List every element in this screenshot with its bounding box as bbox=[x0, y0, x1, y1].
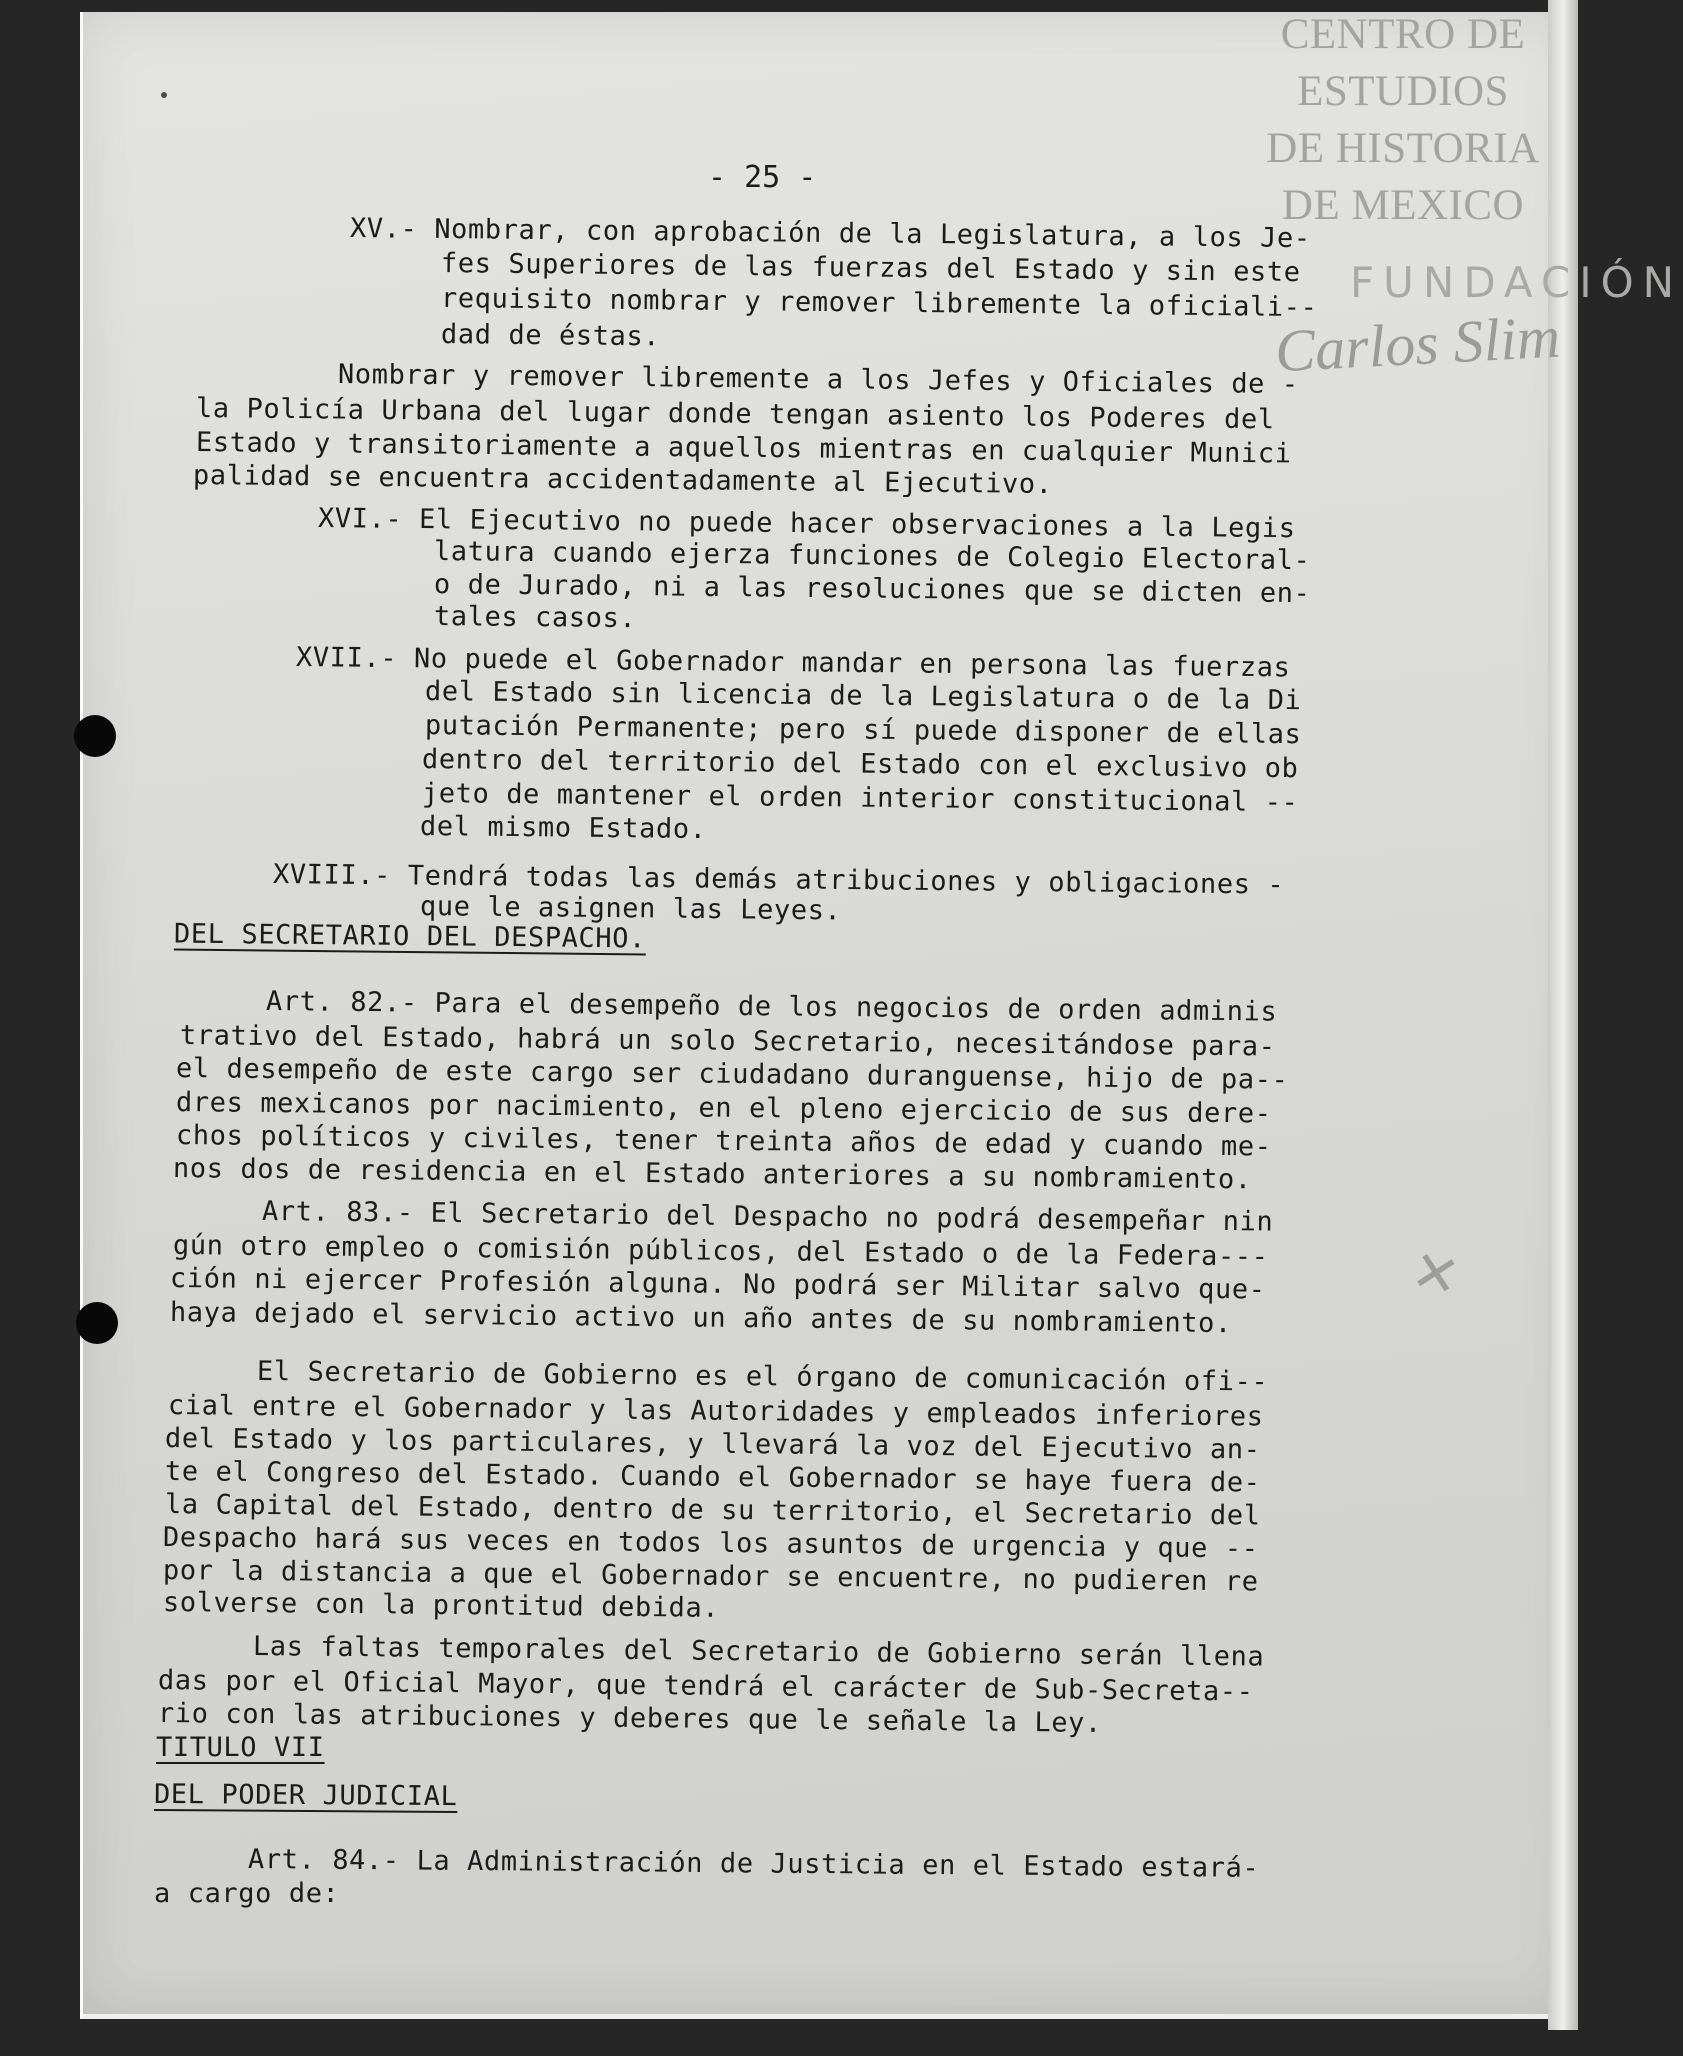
text-line: chos políticos y civiles, tener treinta años de edad y cuando me- bbox=[175, 1120, 1272, 1163]
watermark-line: ESTUDIOS bbox=[1297, 68, 1509, 115]
text-line: dres mexicanos por nacimiento, en el pleno ejercicio de sus dere- bbox=[175, 1087, 1272, 1130]
text-line: la Policía Urbana del lugar donde tengan asiento los Poderes del bbox=[195, 393, 1275, 436]
text-line: Despacho hará sus veces en todos los asuntos de urgencia y que -- bbox=[162, 1522, 1259, 1565]
text-line: Art. 84.- La Administración de Justicia en el Estado estará- bbox=[247, 1844, 1260, 1884]
text-line: del mismo Estado. bbox=[419, 811, 707, 845]
text-line: XVI.- El Ejecutivo no puede hacer observaciones a la Legis bbox=[317, 503, 1296, 545]
text-line: Las faltas temporales del Secretario de Gobierno serán llena bbox=[252, 1631, 1265, 1673]
text-line: nos dos de residencia en el Estado anteriores a su nombramiento. bbox=[172, 1153, 1252, 1196]
text-line: por la distancia a que el Gobernador se encuentre, no pudieren re bbox=[162, 1555, 1259, 1598]
text-line: del Estado y los particulares, y llevará la voz del Ejecutivo an- bbox=[164, 1423, 1261, 1466]
section-heading: DEL SECRETARIO DEL DESPACHO. bbox=[173, 918, 647, 955]
watermark-signature: Carlos Slim bbox=[1273, 303, 1562, 385]
text-line: XVII.- No puede el Gobernador mandar en persona las fuerzas bbox=[295, 642, 1291, 684]
text-line: fes Superiores de las fuerzas del Estado y sin este bbox=[440, 248, 1301, 289]
text-line: XV.- Nombrar, con aprobación de la Legislatura, a los Je- bbox=[349, 213, 1311, 255]
text-line: trativo del Estado, habrá un solo Secretario, necesitándose para- bbox=[179, 1020, 1276, 1063]
text-line: el desempeño de este cargo ser ciudadano duranguense, hijo de pa-- bbox=[175, 1053, 1289, 1096]
watermark-line: DE HISTORIA bbox=[1266, 125, 1540, 172]
text-line: XVIII.- Tendrá todas las demás atribuciones y obligaciones - bbox=[272, 859, 1285, 901]
text-line: del Estado sin licencia de la Legislatura o de la Di bbox=[424, 676, 1302, 717]
text-line: tales casos. bbox=[433, 601, 637, 635]
section-heading: DEL PODER JUDICIAL bbox=[153, 1778, 458, 1813]
text-line: a cargo de: bbox=[154, 1878, 340, 1909]
text-line: putación Permanente; pero sí puede disponer de ellas bbox=[424, 710, 1302, 751]
watermark-line: CENTRO DE bbox=[1280, 11, 1526, 58]
watermark-foundation: FUNDACIÓN bbox=[1350, 258, 1683, 307]
page-number: - 25 - bbox=[708, 160, 817, 195]
watermark-institution bbox=[1238, 6, 1568, 234]
text-line: palidad se encuentra accidentadamente al Ejecutivo. bbox=[192, 460, 1053, 501]
text-line: gún otro empleo o comisión públicos, del Estado o de la Federa--- bbox=[172, 1230, 1269, 1273]
punch-hole-upper bbox=[74, 715, 116, 757]
punch-hole-lower bbox=[76, 1302, 118, 1344]
pencil-x-mark: ✕ bbox=[1405, 1237, 1466, 1312]
text-line: rio con las atribuciones y deberes que le señale la Ley. bbox=[157, 1698, 1103, 1739]
text-line: das por el Oficial Mayor, que tendrá el carácter de Sub-Secreta-- bbox=[157, 1665, 1254, 1708]
text-line: Nombrar y remover libremente a los Jefes y Oficiales de - bbox=[337, 359, 1299, 401]
text-line: ción ni ejercer Profesión alguna. No podrá ser Militar salvo que- bbox=[169, 1263, 1266, 1306]
text-line: dentro del territorio del Estado con el exclusivo ob bbox=[421, 744, 1299, 785]
text-line: que le asignen las Leyes. bbox=[419, 891, 842, 927]
text-line: Art. 83.- El Secretario del Despacho no podrá desempeñar nin bbox=[261, 1196, 1274, 1238]
text-line: El Secretario de Gobierno es el órgano de comunicación ofi-- bbox=[256, 1356, 1269, 1398]
text-line: solverse con la prontitud debida. bbox=[162, 1587, 720, 1624]
text-line: requisito nombrar y remover libremente la oficiali-- bbox=[440, 283, 1318, 324]
title-heading: TITULO VII bbox=[156, 1732, 325, 1763]
text-line: jeto de mantener el orden interior constitucional -- bbox=[421, 778, 1299, 819]
text-line: latura cuando ejerza funciones de Colegio Electoral- bbox=[433, 536, 1311, 577]
text-line: dad de éstas. bbox=[440, 319, 661, 353]
watermark-line: DE MEXICO bbox=[1281, 182, 1525, 229]
text-line: o de Jurado, ni a las resoluciones que se dicten en- bbox=[433, 569, 1311, 610]
text-line: la Capital del Estado, dentro de su territorio, el Secretario del bbox=[164, 1489, 1261, 1532]
text-line: Art. 82.- Para el desempeño de los negocios de orden adminis bbox=[265, 986, 1278, 1028]
text-line: Estado y transitoriamente a aquellos mientras en cualquier Munici bbox=[195, 427, 1292, 470]
text-line: haya dejado el servicio activo un año antes de su nombramiento. bbox=[169, 1297, 1233, 1340]
text-line: te el Congreso del Estado. Cuando el Gobernador se haye fuera de- bbox=[164, 1456, 1261, 1499]
text-line: cial entre el Gobernador y las Autoridades y empleados inferiores bbox=[167, 1390, 1264, 1433]
ink-speck bbox=[161, 92, 167, 98]
